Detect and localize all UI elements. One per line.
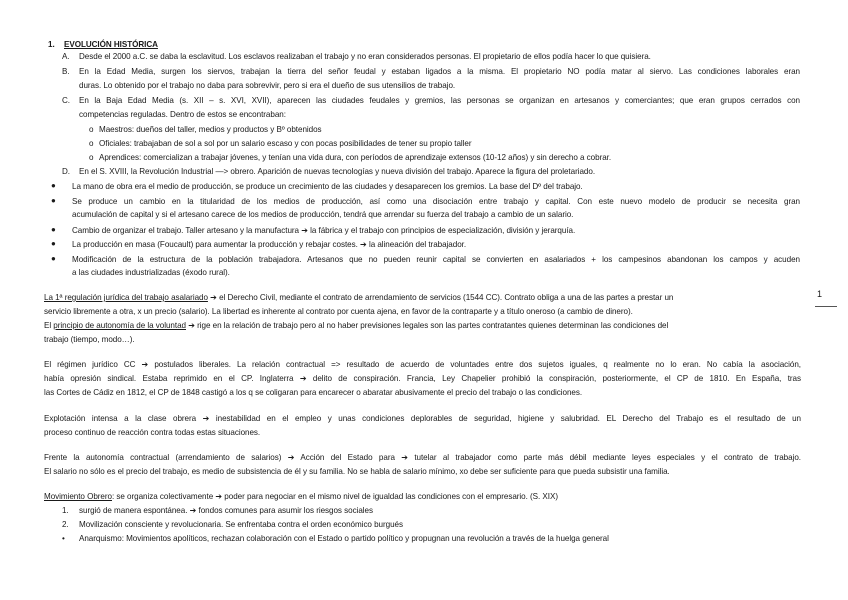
bullet-text: La producción en masa (Foucault) para aumentar la producción y rebajar costes. ➔ la alineación del trabajador. (72, 240, 467, 249)
section-number: 1. (48, 40, 55, 49)
paragraph-line: servicio libremente a otra, x un precio (salario). La libertad es inherente al contrato por cuenta ajena, en favor de la contraparte y a título oneroso (a cambio de dinero). (44, 307, 633, 316)
bullet-text: a las ciudades industrializadas (éxodo rural). (72, 268, 230, 277)
list-marker: A. (62, 52, 70, 61)
list-marker: C. (62, 96, 70, 105)
sub-list-marker: o (89, 153, 94, 162)
sub-list-marker: o (89, 139, 94, 148)
bullet-text: Se produce un cambio en la titularidad de los medios de producción, así como una disociación entre trabajo y capital. Con este nuevo modelo de producir se necesita gran (72, 197, 800, 206)
bullet-icon: ● (51, 254, 56, 263)
list-item-text: Movilización consciente y revolucionaria. Se enfrentaba contra el orden económico burgués (79, 520, 403, 529)
underlined-term: Movimiento Obrero (44, 492, 112, 501)
list-marker: 1. (62, 506, 69, 515)
bullet-text: Modificación de la estructura de la población trabajadora. Artesanos que no pueden reunir capital se convierten en asalariados + los campesinos abandonan los campos y acuden (72, 255, 800, 264)
list-item-text: En la Edad Media, surgen los siervos, trabajan la tierra del señor feudal y estaban ligados a la misma. El propietario NO podía matar al siervo. Las condiciones laborales eran (79, 67, 800, 76)
paragraph-line: El principio de autonomía de la voluntad ➔ rige en la relación de trabajo pero al no haber previsiones legales son las partes contratantes quienes determinan las condiciones del (44, 321, 669, 330)
section-title: EVOLUCIÓN HISTÓRICA (64, 40, 158, 49)
underlined-term: principio de autonomía de la voluntad (53, 321, 186, 330)
sub-list-marker: o (89, 125, 94, 134)
list-item-text: En el S. XVIII, la Revolución Industrial —> obrero. Aparición de nuevas tecnologías y nueva división del trabajo. Aparece la figura del proletariado. (79, 167, 596, 176)
bullet-icon: ● (51, 239, 56, 248)
bullet-icon: ● (51, 196, 56, 205)
bullet-text: La mano de obra era el medio de producción, se produce un crecimiento de las ciudades y desaparecen los gremios. La base del Dº del trabajo. (72, 182, 583, 191)
paragraph-line: El régimen jurídico CC ➔ postulados liberales. La relación contractual => resultado de acuerdo de voluntades entre dos sujetos iguales, q realmente no lo eran. No cabía la asociación, (44, 360, 801, 369)
paragraph-line: Explotación intensa a la clase obrera ➔ inestabilidad en el empleo y unas condiciones deplorables de seguridad, higiene y salubridad. EL Derecho del Trabajo es el resultado de un (44, 414, 801, 423)
paragraph-line: Movimiento Obrero: se organiza colectivamente ➔ poder para negociar en el mismo nivel de igualdad las condiciones con el empresario. (S. XIX) (44, 492, 558, 501)
bullet-icon: ● (51, 181, 56, 190)
list-marker: 2. (62, 520, 69, 529)
bullet-text: acumulación de capital y si el artesano carece de los medios de producción, tendrá que arrendar su fuerza del trabajo a cambio de un salario. (72, 210, 574, 219)
sub-list-item: Maestros: dueños del taller, medios y productos y Bº obtenidos (99, 125, 322, 134)
list-item-text: duras. Lo obtenido por el trabajo no daba para sobrevivir, pero si era el dueño de sus utensilios de trabajo. (79, 81, 456, 90)
list-marker: B. (62, 67, 70, 76)
list-item-text: competencias reguladas. Dentro de estos se encontraban: (79, 110, 286, 119)
list-item-text: Desde el 2000 a.C. se daba la esclavitud. Los esclavos realizaban el trabajo y no eran considerados personas. El propietario de ellos podía hacer lo que quisiera. (79, 52, 651, 61)
paragraph-line: había opresión sindical. Estaba reprimido en el CP. Inglaterra ➔ delito de conspiración. Francia, Ley Chapelier prohibió la conspiración, posteriormente, el CP de 1810. En España, tras (44, 374, 801, 383)
list-item-text: En la Baja Edad Media (s. XII – s. XVI, XVII), aparecen las ciudades feudales y gremios, las personas se organizan en artesanos y comerciantes; que eran grupos cerrados con (79, 96, 800, 105)
paragraph-line: La 1ª regulación jurídica del trabajo asalariado ➔ el Derecho Civil, mediante el contrato de arrendamiento de servicios (1544 CC). Contrato obliga a una de las partes a prestar un (44, 293, 674, 302)
list-item-text: Anarquismo: Movimientos apolíticos, rechazan colaboración con el Estado o partido político y propugnan una revolución a través de la huelga general (79, 534, 609, 543)
list-marker: D. (62, 167, 70, 176)
margin-divider (815, 306, 837, 307)
page-number: 1 (817, 289, 823, 299)
paragraph-line: proceso continuo de reacción contra todas estas situaciones. (44, 428, 261, 437)
paragraph-line: las Cortes de Cádiz en 1812, el CP de 1848 castigó a los q se coligaran para encarecer o abaratar abusivamente el precio del trabajo o las condiciones. (44, 388, 583, 397)
bullet-text: Cambio de organizar el trabajo. Taller artesano y la manufactura ➔ la fábrica y el trabajo con principios de especialización, división y jerarquía. (72, 226, 576, 235)
bullet-icon: • (62, 534, 65, 543)
paragraph-line: El salario no sólo es el precio del trabajo, es medio de subsistencia de él y su familia. No se habla de salario mínimo, xo debe ser suficiente para que pueda subsistir una familia. (44, 467, 670, 476)
sub-list-item: Aprendices: comercializan a trabajar jóvenes, y tenían una vida dura, con períodos de aprendizaje extensos (10-12 años) y sin derecho a cobrar. (99, 153, 612, 162)
underlined-term: La 1ª regulación jurídica del trabajo asalariado (44, 293, 208, 302)
sub-list-item: Oficiales: trabajaban de sol a sol por un salario escaso y con pocas posibilidades de tener su propio taller (99, 139, 472, 148)
paragraph-line: Frente la autonomía contractual (arrendamiento de salarios) ➔ Acción del Estado para ➔ tutelar al trabajador como parte más débil mediante leyes especiales y el contrato de trabajo. (44, 453, 801, 462)
bullet-icon: ● (51, 225, 56, 234)
list-item-text: surgió de manera espontánea. ➔ fondos comunes para asumir los riesgos sociales (79, 506, 373, 515)
paragraph-line: trabajo (tiempo, modo…). (44, 335, 135, 344)
